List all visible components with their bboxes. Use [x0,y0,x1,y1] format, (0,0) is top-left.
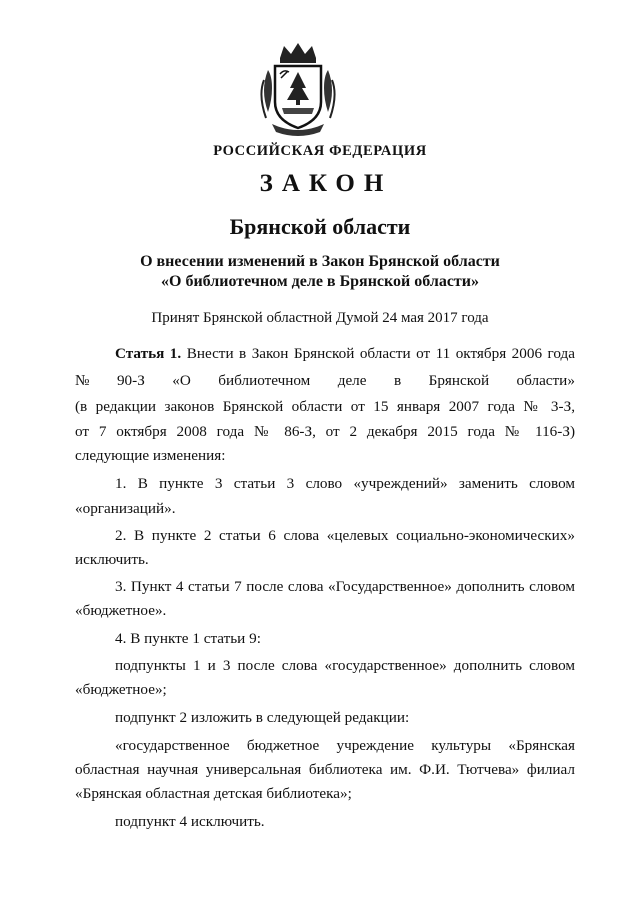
word: в [393,372,402,389]
quote-line-1: «государственное бюджетное учреждение культуры «Брянская [115,737,575,754]
word: области» [516,372,575,389]
quote-line-3: «Брянская областная детская библиотека»; [75,785,352,802]
adoption-line: Принят Брянской областной Думой 24 мая 2017 года [151,310,489,326]
item-1-line-1: 1. В пункте 3 статьи 3 слово «учреждений» заменить словом [115,475,575,492]
article-label: Статья 1. [115,345,182,362]
article-line-5: следующие изменения: [75,447,226,464]
word: «О [172,372,191,389]
article-line-2 [75,369,575,392]
word: № [75,372,90,389]
quote-line-2: областная научная универсальная библиотека им. Ф.И. Тютчева» филиал [75,761,575,778]
country-heading: РОССИЙСКАЯ ФЕДЕРАЦИЯ [213,143,427,159]
law-subject [0,252,640,292]
article-line-3: (в редакции законов Брянской области от 15 января 2007 года № 3-З, [75,398,575,415]
subject-line-2: «О библиотечном деле в Брянской области» [161,273,479,290]
subject-line-1: О внесении изменений в Закон Брянской области [140,253,500,270]
document-type-heading: ЗАКОН [259,170,393,197]
article-text: Внести в Закон Брянской области от 11 октября 2006 года [186,345,575,362]
item-3-line-1: 3. Пункт 4 статьи 7 после слова «Государственное» дополнить словом [115,578,575,595]
item-1-line-2: «организаций». [75,500,176,517]
word: 90-З [116,372,145,389]
item-3-line-2: «бюджетное». [75,602,167,619]
item-2-line-1: 2. В пункте 2 статьи 6 слова «целевых социально-экономических» [115,527,575,544]
subitem-1-line-2: «бюджетное»; [75,681,167,698]
coat-of-arms-icon [258,40,338,140]
subitem-2: подпункт 2 изложить в следующей редакции: [115,709,410,726]
word: библиотечном [218,372,311,389]
item-4: 4. В пункте 1 статьи 9: [115,630,261,647]
word: Брянской [428,372,490,389]
subitem-1-line-1: подпункты 1 и 3 после слова «государственное» дополнить словом [115,657,575,674]
article-line-1 [75,342,575,365]
article-line-4: от 7 октября 2008 года № 86-З, от 2 декабря 2015 года № 116-З) [75,423,575,440]
subitem-4: подпункт 4 исключить. [115,813,265,830]
region-heading: Брянской области [229,214,411,239]
item-2-line-2: исключить. [75,551,149,568]
word: деле [337,372,367,389]
